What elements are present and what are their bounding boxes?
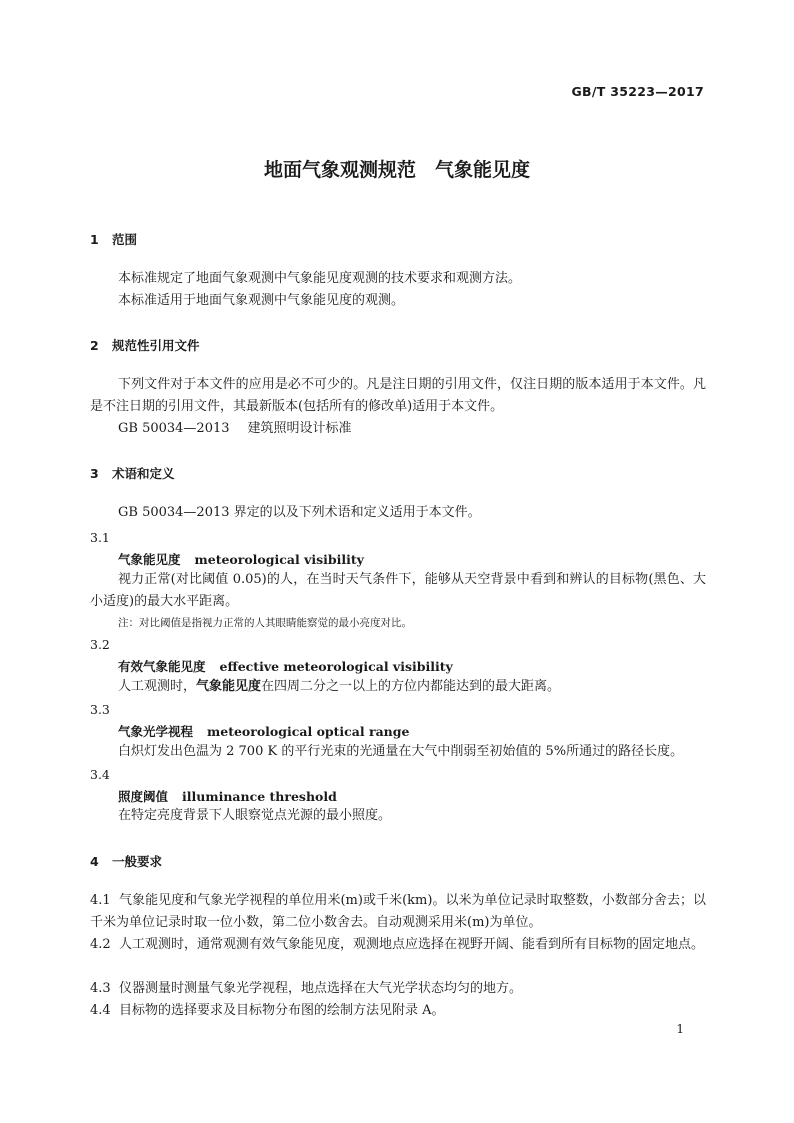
term-zh: 气象能见度	[118, 552, 181, 567]
section-title: 术语和定义	[112, 466, 175, 481]
page-title: 地面气象观测规范 气象能见度	[263, 159, 530, 181]
section-number: 4	[90, 854, 99, 869]
section-3-intro: GB 50034—2013 界定的以及下列术语和定义适用于本文件。	[118, 505, 481, 520]
section-number: 2	[90, 338, 99, 353]
term-zh: 有效气象能见度	[118, 659, 206, 674]
section-1-paragraph-2: 本标准适用于地面气象观测中气象能见度的观测。	[118, 293, 405, 308]
term-3-1-number: 3.1	[90, 530, 110, 545]
term-3-4	[118, 787, 337, 805]
clause-4-3	[90, 978, 706, 1000]
term-3-2-number: 3.2	[90, 637, 110, 652]
definition-part: 人工观测时，	[118, 679, 197, 694]
page-number: 1	[676, 1022, 684, 1036]
term-3-4-number: 3.4	[90, 767, 110, 782]
section-title: 范围	[112, 232, 138, 247]
term-en: illuminance threshold	[182, 789, 337, 804]
term-3-3-number: 3.3	[90, 702, 110, 717]
term-3-4-definition: 在特定亮度背景下人眼察觉点光源的最小照度。	[118, 808, 392, 823]
clause-4-4	[90, 1000, 706, 1022]
section-2-paragraph: 下列文件对于本文件的应用是必不可少的。凡是注日期的引用文件，仅注日期的版本适用于本文件。凡是不注日期的引用文件，其最新版本(包括所有的修改单)适用于本文件。	[90, 377, 706, 414]
definition-part: 在四周二分之一以上的方位内都能达到的最大距离。	[261, 679, 561, 694]
standard-code: GB/T 35223—2017	[571, 84, 704, 99]
clause-number: 4.2	[90, 937, 111, 952]
term-3-1-definition: 视力正常(对比阈值 0.05)的人，在当时天气条件下，能够从天空背景中看到和辨认的目标物(黑色、大小适度)的最大水平距离。	[90, 572, 706, 609]
clause-4-2	[90, 934, 706, 956]
clause-number: 4.1	[90, 893, 111, 908]
term-zh: 照度阈值	[118, 789, 169, 804]
term-en: meteorological optical range	[207, 724, 410, 739]
clause-number: 4.3	[90, 981, 111, 996]
clause-text: 仪器测量时测量气象光学视程，地点选择在大气光学状态均匀的地方。	[118, 981, 522, 996]
term-3-2-definition	[118, 676, 560, 698]
clause-text: 气象能见度和气象光学视程的单位用米(m)或千米(km)。以米为单位记录时取整数，小数部分舍去；以千米为单位记录时取一位小数，第二位小数舍去。自动观测采用米(m)为单位。	[90, 893, 706, 930]
section-3-heading	[90, 464, 175, 482]
section-4-heading	[90, 852, 162, 870]
term-zh: 气象光学视程	[118, 724, 194, 739]
clause-text: 人工观测时，通常观测有效气象能见度，观测地点应选择在视野开阔、能看到所有目标物的固定地点。	[118, 937, 704, 952]
term-en: effective meteorological visibility	[219, 659, 453, 674]
section-1-paragraph-1: 本标准规定了地面气象观测中气象能见度观测的技术要求和观测方法。	[118, 271, 522, 286]
section-title: 一般要求	[112, 854, 163, 869]
term-3-2	[118, 657, 453, 675]
normative-reference	[118, 418, 352, 440]
clause-4-1	[90, 890, 706, 934]
section-2-heading	[90, 336, 200, 354]
clause-number: 4.4	[90, 1003, 111, 1018]
definition-term-reference: 气象能见度	[196, 679, 262, 694]
section-number: 3	[90, 466, 99, 481]
clause-text: 目标物的选择要求及目标物分布图的绘制方法见附录 A。	[118, 1003, 445, 1018]
term-3-3	[118, 722, 409, 740]
term-3-3-definition: 白炽灯发出色温为 2 700 K 的平行光束的光通量在大气中削弱至初始值的 5%所通过的路径长度。	[118, 744, 684, 759]
term-3-1-note: 注：对比阈值是指视力正常的人其眼睛能察觉的最小亮度对比。	[118, 617, 412, 629]
section-1-heading	[90, 230, 137, 248]
section-title: 规范性引用文件	[112, 338, 200, 353]
term-3-1	[118, 550, 364, 568]
reference-title: 建筑照明设计标准	[247, 421, 352, 436]
section-number: 1	[90, 232, 99, 247]
reference-code: GB 50034—2013	[118, 421, 230, 436]
term-en: meteorological visibility	[194, 552, 364, 567]
